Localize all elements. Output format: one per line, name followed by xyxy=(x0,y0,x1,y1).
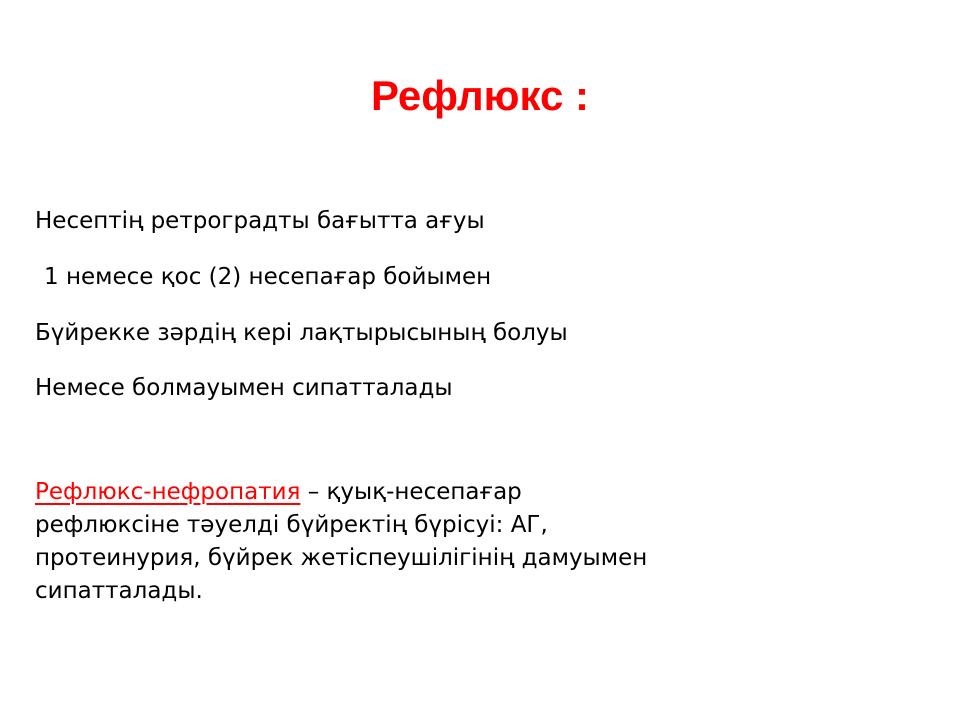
definition-paragraph xyxy=(35,476,885,608)
definition-line-4: сипатталады. xyxy=(35,578,203,604)
definition-line-2: рефлюксіне тәуелді бүйректің бүрісуі: АГ, xyxy=(35,512,548,538)
body-line-4: Немесе болмауымен сипатталады xyxy=(35,375,453,401)
definition-term: Рефлюкс-нефропатия xyxy=(35,479,301,505)
body-line-2: 1 немесе қос (2) несепағар бойымен xyxy=(44,264,492,290)
definition-line-3: протеинурия, бүйрек жетіспеушілігінің дамуымен xyxy=(35,545,648,571)
definition-line-1: – қуық-несепағар xyxy=(300,479,522,505)
slide-title: Рефлюкс : xyxy=(370,72,590,119)
body-line-3: Бүйрекке зәрдің кері лақтырысының болуы xyxy=(35,320,568,346)
body-line-1: Несептің ретроградты бағытта ағуы xyxy=(35,208,485,234)
